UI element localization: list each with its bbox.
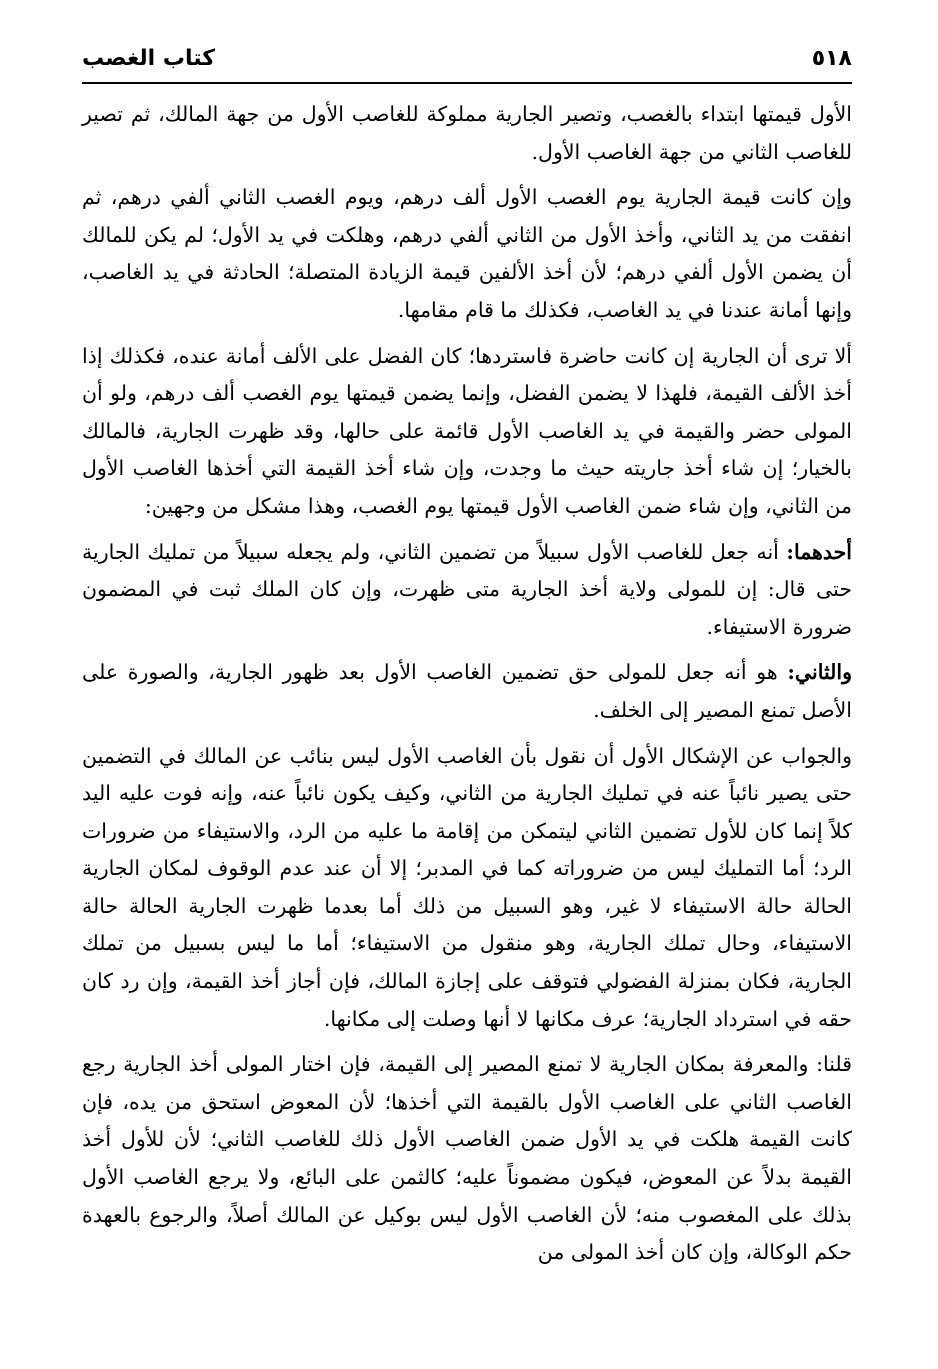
paragraph-text: والجواب عن الإشكال الأول أن نقول بأن الغاصب الأول ليس بنائب عن المالك في التضمين حتى يصير نائباً عنه في تمليك الجارية من الثاني، وكيف يكون نائباً عنه، وإنه فوت عليه اليد كلاً إنما كان للأول تضمين الثاني ليتمكن من إقامة ما عليه من الرد، والاستيفاء من ضرورات الرد؛ أما التمليك ليس من ضروراته كما في المدبر؛ إلا أن عند عدم الوقوف لمكان الجارية الحالة حالة الاستيفاء لا غير، وهو السبيل من ذلك أما بعدما ظهرت الجارية الحالة حالة الاستيفاء، وحال تملك الجارية، وهو منقول من الاستيفاء؛ أما ما ليس بسبيل من تملك الجارية، فكان بمنزلة الفضولي فتوقف على إجازة المالك، فإن أجاز أخذ القيمة، وإن رد كان حقه في استرداد الجارية؛ عرف مكانها لا أنها وصلت إلى مكانها. bbox=[82, 743, 852, 1031]
paragraph-text: وإن كانت قيمة الجارية يوم الغصب الأول ألف درهم، ويوم الغصب الثاني ألفي درهم، ثم انفقت من يد الثاني، وأخذ الأول من الثاني ألفي درهم، وهلكت في يد الأول؛ لم يكن للمالك أن يضمن الأول ألفي درهم؛ لأن أخذ الألفين قيمة الزيادة المتصلة؛ الحادثة في يد الغاصب، وإنها أمانة عندنا في يد الغاصب، فكذلك ما قام مقامها. bbox=[82, 185, 852, 322]
paragraph-lead: أحدهما: bbox=[786, 539, 852, 564]
page-number: ٥١٨ bbox=[811, 46, 852, 71]
paragraph-text: ألا ترى أن الجارية إن كانت حاضرة فاستردها؛ كان الفضل على الألف أمانة عنده، فكذلك إذا أخذ الألف القيمة، فلهذا لا يضمن الفضل، وإنما يضمن قيمتها يوم الغصب ألف درهم، ولو أن المولى حضر والقيمة في يد الغاصب الأول قائمة على حالها، وقد ظهرت الجارية، فالمالك بالخيار؛ إن شاء أخذ جاريته حيث ما وجدت، وإن شاء أخذ القيمة التي أخذها الغاصب الأول من الثاني، وإن شاء ضمن الغاصب الأول قيمتها يوم الغصب، وهذا مشكل من وجهين: bbox=[82, 343, 852, 518]
paragraph-text: أنه جعل للغاصب الأول سبيلاً من تضمين الثاني، ولم يجعله سبيلاً من تمليك الجارية حتى قال: إن للمولى ولاية أخذ الجارية متى ظهرت، وإن كان الملك ثبت في المضمون ضرورة الاستيفاء. bbox=[82, 539, 852, 639]
paragraph bbox=[82, 96, 852, 171]
paragraph-text: قلنا: والمعرفة بمكان الجارية لا تمنع المصير إلى القيمة، فإن اختار المولى أخذ الجارية رجع الغاصب الثاني على الغاصب الأول بالقيمة التي أخذها؛ لأن المعوض استحق من يده، فإن كانت القيمة هلكت في يد الأول ضمن الغاصب الأول ذلك للغاصب الثاني؛ لأن للأول أخذ القيمة بدلاً عن المعوض، فيكون مضموناً عليه؛ كالثمن على البائع، ولا يرجع الغاصب الأول بذلك على المغصوب منه؛ لأن الغاصب الأول ليس بوكيل عن المالك أصلاً، والرجوع بالعهدة حكم الوكالة، وإن كان أخذ المولى من bbox=[82, 1052, 852, 1265]
paragraph bbox=[82, 534, 852, 647]
book-title: كتاب الغصب bbox=[82, 46, 215, 71]
paragraph bbox=[82, 654, 852, 729]
paragraph bbox=[82, 179, 852, 329]
paragraph-text: هو أنه جعل للمولى حق تضمين الغاصب الأول بعد ظهور الجارية، والصورة على الأصل تمنع المصير إلى الخلف. bbox=[82, 660, 852, 722]
paragraph bbox=[82, 1046, 852, 1272]
paragraph-text: الأول قيمتها ابتداء بالغصب، وتصير الجارية مملوكة للغاصب الأول من جهة المالك، ثم تصير للغاصب الثاني من جهة الغاصب الأول. bbox=[82, 102, 852, 164]
page-header bbox=[82, 36, 852, 84]
paragraph bbox=[82, 738, 852, 1039]
paragraph-lead: والثاني: bbox=[787, 660, 852, 685]
page-body bbox=[82, 96, 852, 1280]
paragraph bbox=[82, 338, 852, 526]
